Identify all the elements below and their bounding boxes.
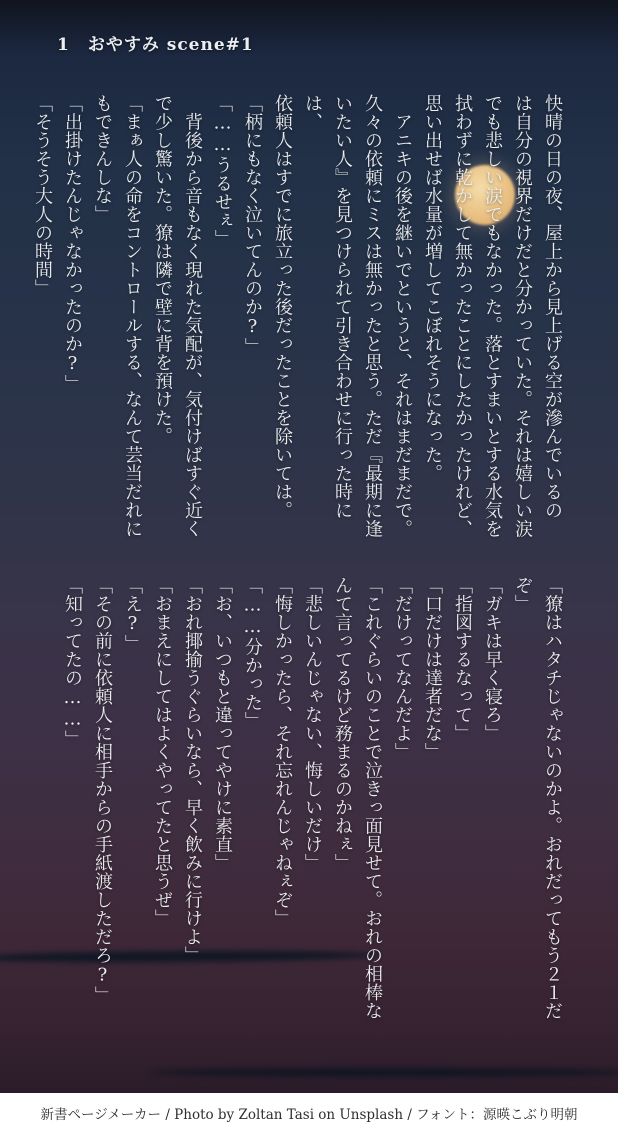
text-line: 久々の依頼にミスは無かったと思う。ただ『最期に逢 [362, 94, 383, 538]
text-line: 「そうそう大人の時間」 [32, 94, 53, 298]
text-line: 拭わずに乾かして無かったことにしたかったけれど、 [452, 94, 473, 538]
text-line: 「ガキは早く寝ろ」 [482, 576, 503, 743]
text-line: 「……うるせぇ」 [212, 94, 233, 248]
footer-credit: 新書ページメーカー / Photo by Zoltan Tasi on Unsplash / フォント：源暎こぶり明朝 [0, 1093, 618, 1132]
text-line: 「その前に依頼人に相手からの手紙渡しただろ?」 [92, 576, 113, 1005]
text-line: んて言ってるけど務まるのかねぇ」 [332, 576, 353, 872]
text-line: アニキの後を継いでというと、それはまだまだで。 [392, 94, 413, 538]
cloud-streak-lower [150, 1068, 618, 1077]
text-line: 「柄にもなく泣いてんのか?」 [242, 94, 263, 356]
text-line: いたい人』を見つけられて引き合わせに行った時には、 [302, 94, 353, 520]
text-line: 「口だけは達者だな」 [422, 576, 443, 761]
text-block-upper [32, 94, 567, 550]
text-line: 背後から音もなく現れた気配が、気付けばすぐ近く [182, 94, 203, 538]
text-line: 「出掛けたんじゃなかったのか?」 [62, 94, 83, 393]
text-line: 依頼人はすでに旅立った後だったことを除いては。 [272, 94, 293, 520]
text-line: 「お、いつもと違ってやけに素直」 [212, 576, 233, 872]
text-line: 「悲しいんじゃない、悔しいだけ」 [302, 576, 323, 872]
text-line: でも悲しい涙でもなかった。落とすまいとする水気を [482, 94, 503, 538]
text-line: 「おれ揶揄うぐらいなら、早く飲みに行けよ」 [182, 576, 203, 965]
text-line: 「おまえにしてはよくやってたと思うぜ」 [152, 576, 173, 928]
text-line: 「悔しかったら、それ忘れんじゃねぇぞ」 [272, 576, 293, 928]
text-line: 「指図するなって」 [452, 576, 473, 743]
text-line: で少し驚いた。獠は隣で壁に背を預けた。 [152, 94, 173, 446]
text-line: 「これぐらいのことで泣きっ面見せて。おれの相棒な [362, 576, 383, 1020]
text-block-lower [57, 576, 567, 1032]
text-line: 快晴の日の夜、屋上から見上げる空が滲んでいるの [542, 94, 563, 520]
text-line: もできんしな」 [92, 94, 113, 224]
text-line: 「……分かった」 [242, 576, 263, 730]
text-line: 「知ってたの……」 [62, 576, 83, 749]
text-line: 「だけってなんだよ」 [392, 576, 413, 761]
text-line: ぞ」 [512, 576, 533, 613]
text-line: は自分の視界だけだと分かっていた。それは嬉しい涙 [512, 94, 533, 538]
text-line: 「獠はハタチじゃないのかよ。おれだってもう２１だ [542, 576, 563, 1020]
text-line: 思い出せば水量が増してこぼれそうになった。 [422, 94, 443, 483]
text-line: 「まぁ人の命をコントロールする、なんて芸当だれに [122, 94, 143, 538]
text-line: 「え?」 [122, 576, 143, 653]
page-title: 1 おやすみ scene#1 [57, 35, 254, 55]
